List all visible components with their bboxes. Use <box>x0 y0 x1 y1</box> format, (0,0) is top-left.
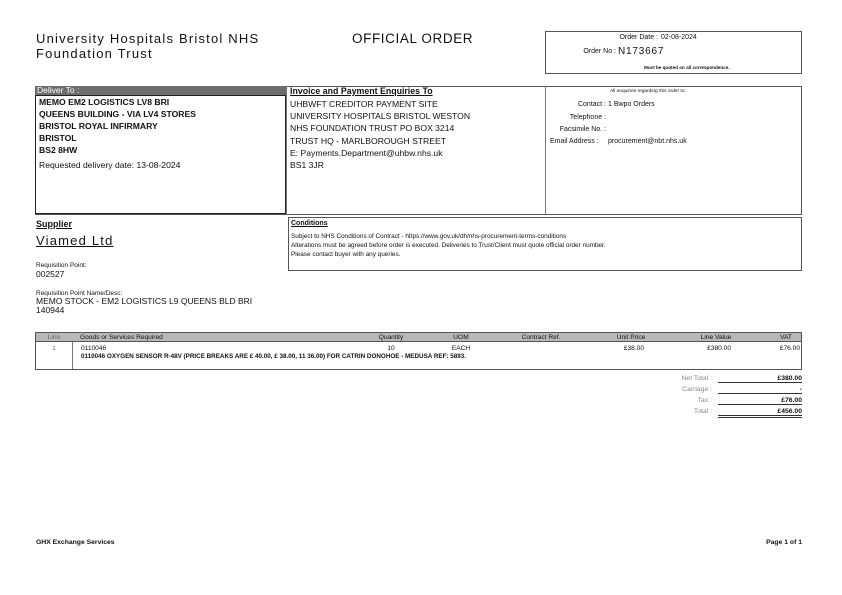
header-quantity: Quantity <box>378 334 404 341</box>
carriage-label: Carriage : <box>682 386 712 393</box>
order-date-value: 02-08-2024 <box>661 34 697 41</box>
total-label: Total : <box>693 408 712 415</box>
supplier-name: Viamed Ltd <box>36 233 114 248</box>
document-title: OFFICIAL ORDER <box>352 31 474 46</box>
header-line: Line <box>47 334 61 341</box>
row-code: 0110046 <box>81 345 107 352</box>
deliver-line: BRISTOL ROYAL INFIRMARY <box>39 121 158 131</box>
row-line: 1 <box>52 345 56 352</box>
tax-value: £76.00 <box>718 397 802 405</box>
facsimile-label: Facsimile No. : <box>559 126 606 133</box>
quote-note: Must be quoted on all correspondence. <box>644 65 730 70</box>
deliver-address <box>39 96 196 156</box>
invoice-line: TRUST HQ - MARLBOROUGH STREET <box>290 135 446 146</box>
header-unit-price: Unit Price <box>616 334 646 341</box>
row-unit-price: £38.00 <box>623 345 644 352</box>
deliver-line: BRISTOL <box>39 133 77 143</box>
deliver-line: MEMO EM2 LOGISTICS LV8 BRI <box>39 97 170 107</box>
conditions-line: Please contact buyer with any queries. <box>291 251 401 259</box>
requisition-point-label: Requisition Point: <box>36 262 87 269</box>
trust-name-line2: Foundation Trust <box>36 46 153 61</box>
carriage-value: - <box>718 386 802 394</box>
invoice-line: NHS FOUNDATION TRUST PO BOX 3214 <box>290 123 455 134</box>
requisition-code-value: 140944 <box>36 305 65 315</box>
order-date-label: Order Date : <box>619 34 658 41</box>
order-no-value: N173667 <box>618 46 665 57</box>
row-quantity: 10 <box>387 345 395 352</box>
net-total-label: Net Total : <box>681 375 712 382</box>
header-contract-ref: Contract Ref. <box>521 334 561 341</box>
contact-value: 1 Bwpo Orders <box>608 101 655 108</box>
header-goods: Goods or Services Required <box>80 334 163 341</box>
invoice-panel <box>290 86 542 171</box>
deliver-line: BS2 8HW <box>39 145 78 155</box>
order-no-label: Order No : <box>583 48 616 55</box>
header-line-value: Line Value <box>700 334 732 341</box>
deliver-line: QUEENS BUILDING - VIA LV4 STORES <box>39 109 196 119</box>
invoice-heading: Invoice and Payment Enquiries To <box>290 86 433 96</box>
conditions-line: Subject to NHS Conditions of Contract - https://www.gov.uk/dh/nhs-procurement-terms-conditions <box>291 233 567 240</box>
invoice-line: UHBWFT CREDITOR PAYMENT SITE <box>290 99 438 109</box>
conditions-heading: Conditions <box>291 220 328 227</box>
footer-left: GHX Exchange Services <box>36 539 115 546</box>
header-uom: UOM <box>453 334 469 341</box>
enquiries-heading: All enquiries regarding this order to: <box>610 89 686 94</box>
table-row <box>35 342 802 370</box>
invoice-line: UNIVERSITY HOSPITALS BRISTOL WESTON <box>290 111 471 122</box>
requisition-name <box>36 297 252 315</box>
trust-name <box>36 31 259 61</box>
total-value: £456.00 <box>718 408 802 418</box>
header-vat: VAT <box>780 334 792 341</box>
row-line-value: £380.00 <box>707 345 731 352</box>
net-total-value: £380.00 <box>718 375 802 383</box>
order-info-box <box>545 31 802 74</box>
page-number: Page 1 of 1 <box>766 539 802 546</box>
contact-label: Contact : <box>577 101 606 108</box>
row-description: 0110046 OXYGEN SENSOR R-48V (PRICE BREAKS ARE £ 40.00, £ 38.00, 11 36.00) FOR CATRIN DONOHOE - MEDUSA REF: 5893. <box>81 353 467 360</box>
invoice-address <box>290 98 542 171</box>
email-value: procurement@nbt.nhs.uk <box>608 138 687 145</box>
invoice-line: BS1 3JR <box>290 160 324 171</box>
conditions-text <box>291 232 606 260</box>
deliver-to-heading: Deliver To : <box>35 86 287 95</box>
row-vat: £76.00 <box>779 345 800 352</box>
trust-name-line1: University Hospitals Bristol NHS <box>36 31 260 46</box>
requisition-name-label: Requisition Point Name/Desc: <box>36 290 123 297</box>
tax-label: Tax : <box>697 397 712 404</box>
requisition-name-value: MEMO STOCK - EM2 LOGISTICS L9 QUEENS BLD BRI <box>36 296 253 306</box>
items-header-row <box>35 332 802 342</box>
row-uom: EACH <box>451 345 471 352</box>
email-label: Email Address : <box>550 138 599 145</box>
supplier-heading: Supplier <box>36 219 73 229</box>
items-table <box>35 332 802 370</box>
conditions-line: Alterations must be agreed before order is executed. Deliveries to Trust/Client must quote official order number. <box>291 242 606 250</box>
requisition-point-value: 002527 <box>36 269 65 279</box>
deliver-to-panel <box>35 86 287 215</box>
conditions-box <box>288 217 802 271</box>
telephone-label: Telephone : <box>569 114 606 121</box>
invoice-line: E: Payments.Department@uhbw.nhs.uk <box>290 147 443 158</box>
requested-delivery-date: Requested delivery date: 13-08-2024 <box>39 160 181 170</box>
